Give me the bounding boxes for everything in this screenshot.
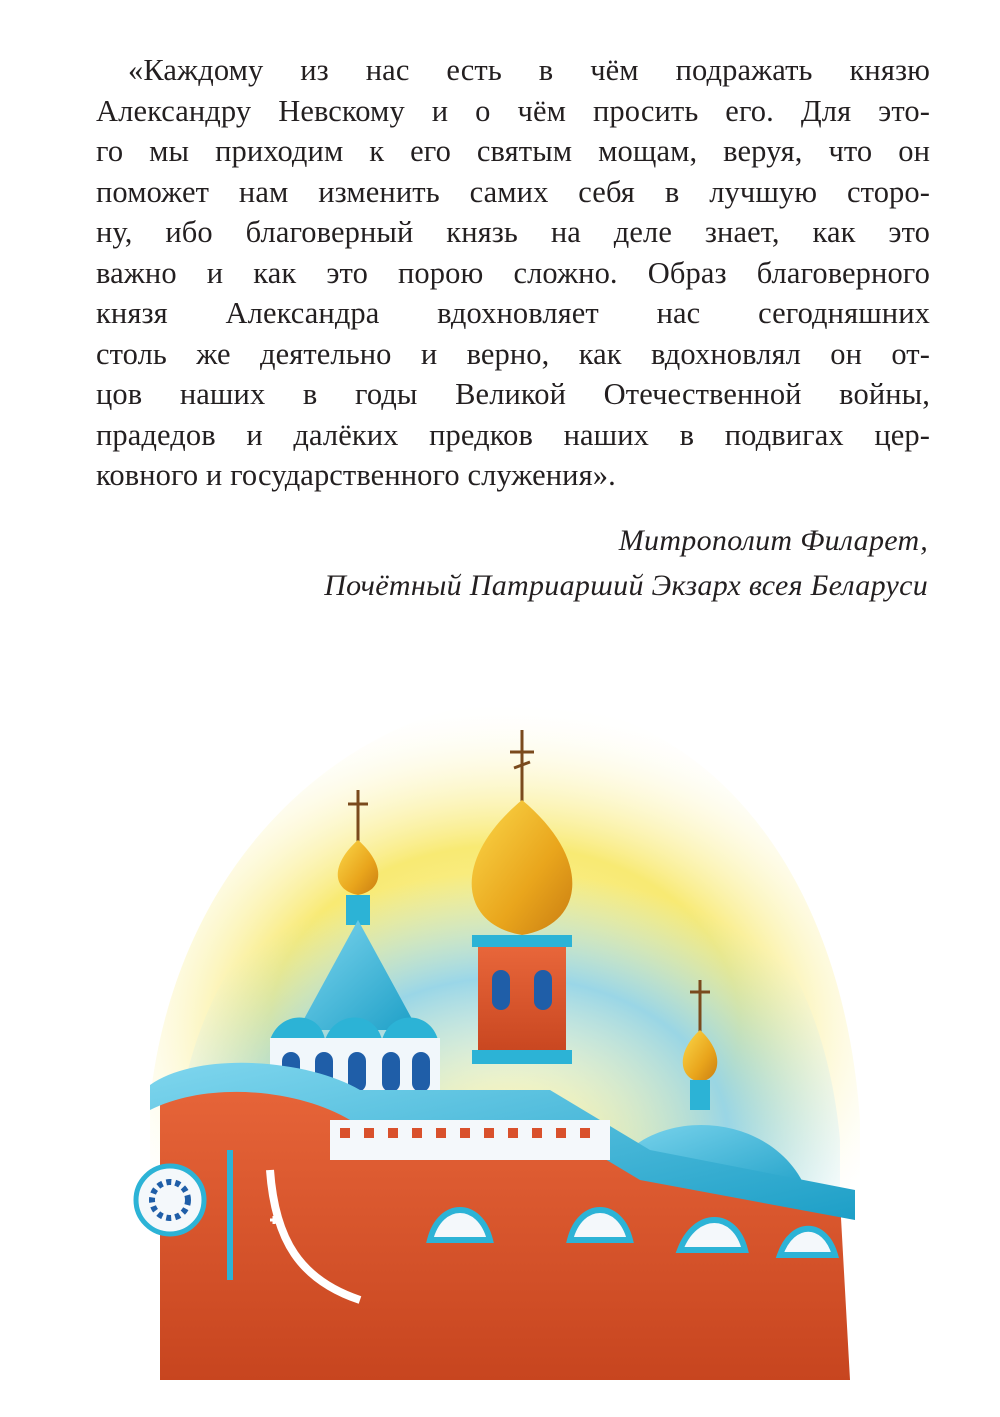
quote-line: князя Александра вдохновляет нас сегодняшних (96, 296, 930, 330)
church-illustration-svg (120, 680, 880, 1400)
quote-line: цов наших в годы Великой Отечественной войны, (96, 377, 930, 411)
quote-line: го мы приходим к его святым мощам, веруя, что он (96, 134, 930, 168)
quote-line: «Каждому из нас есть в чём подражать князю (128, 53, 930, 87)
attribution-author: Митрополит Филарет, (618, 524, 928, 557)
church-illustration (120, 680, 880, 1400)
attribution (324, 518, 928, 608)
quote-line: Александру Невскому и о чём просить его. Для это- (96, 93, 930, 128)
attribution-title: Почётный Патриарший Экзарх всея Беларуси (324, 569, 928, 602)
quote-line: ну, ибо благоверный князь на деле знает, как это (96, 215, 930, 249)
quote-block (96, 50, 930, 496)
quote-line: столь же деятельно и верно, как вдохновлял он от- (96, 336, 930, 371)
quote-line: важно и как это порою сложно. Образ благоверного (96, 255, 930, 290)
quote-line: ковного и государственного служения». (96, 458, 616, 492)
quote-line: поможет нам изменить самих себя в лучшую сторо- (96, 174, 930, 209)
quote-line: прадедов и далёких предков наших в подвигах цер- (96, 417, 930, 452)
